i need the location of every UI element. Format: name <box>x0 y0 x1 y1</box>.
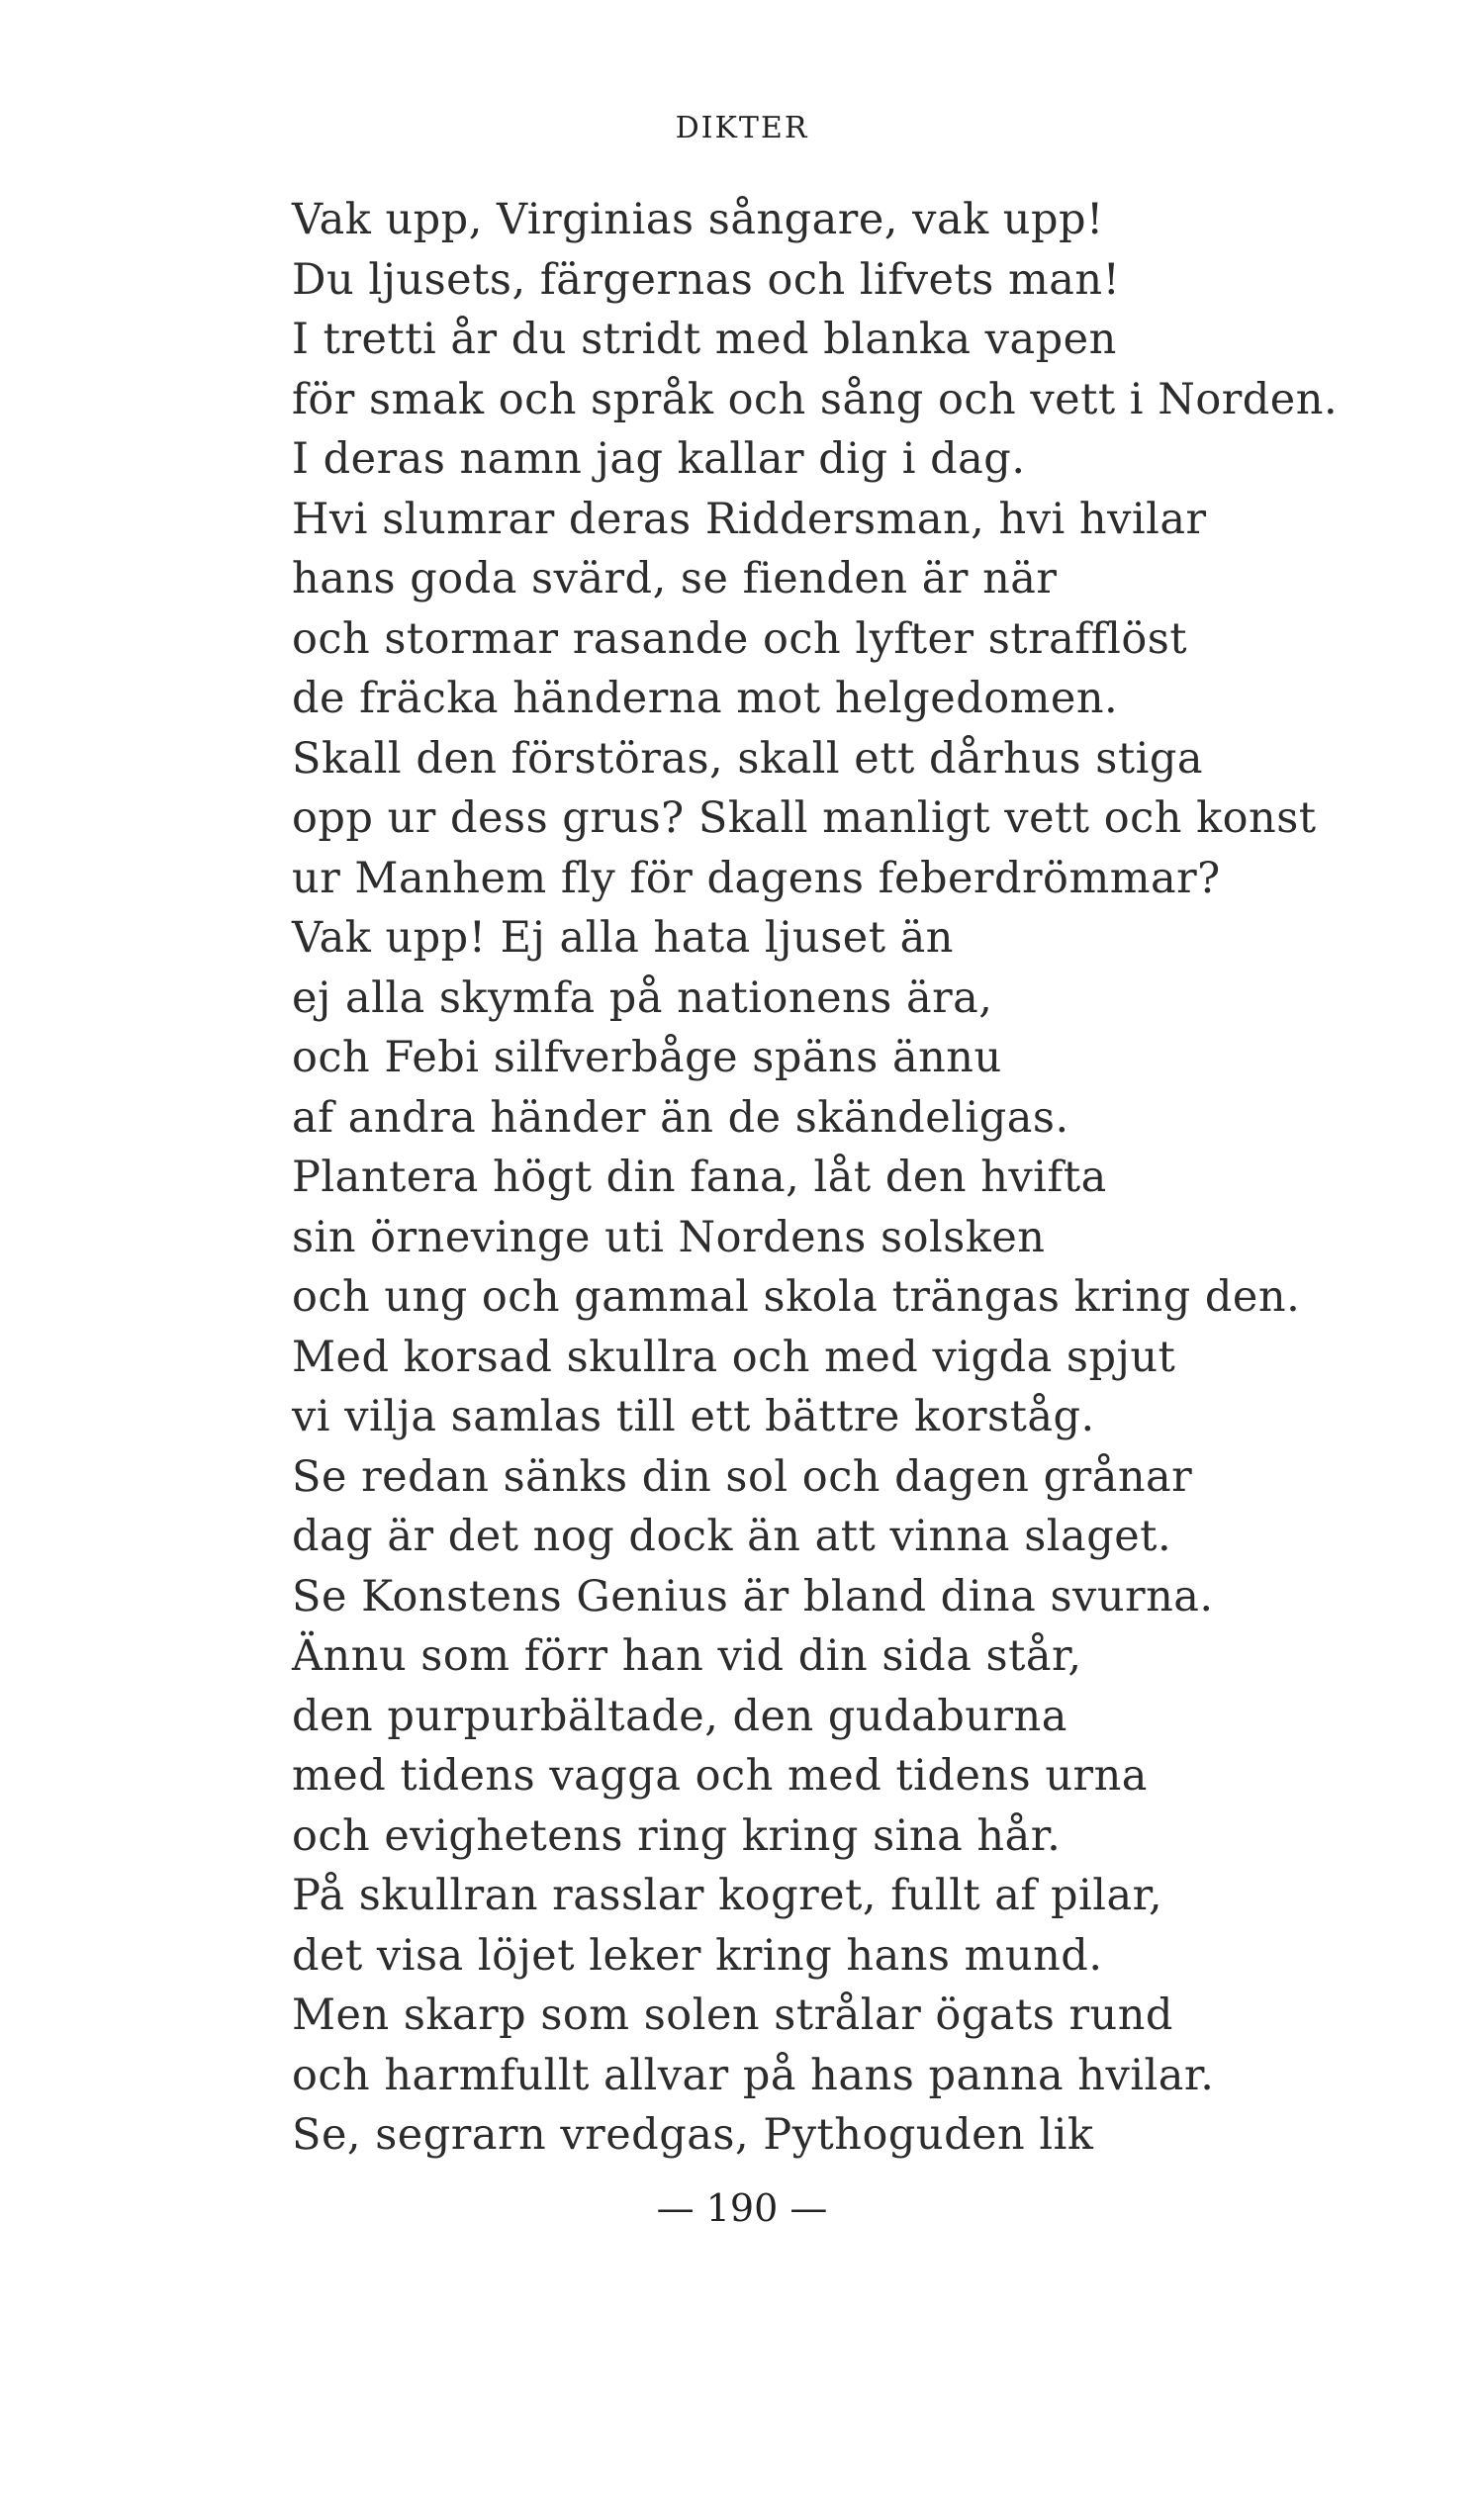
poem-line: Vak upp, Virginias sångare, vak upp! <box>292 195 1104 244</box>
poem-line: de fräcka händerna mot helgedomen. <box>292 674 1119 723</box>
poem-line: den purpurbältade, den gudaburna <box>292 1691 1067 1741</box>
poem-line: Plantera högt din fana, låt den hvifta <box>292 1153 1107 1202</box>
poem-line: Men skarp som solen strålar ögats rund <box>292 1990 1173 2040</box>
poem-line: Ännu som förr han vid din sida står, <box>292 1631 1082 1681</box>
poem-line: hans goda svärd, se fienden är när <box>292 554 1058 603</box>
poem-line: opp ur dess grus? Skall manligt vett och konst <box>292 793 1317 843</box>
poem-line: Se redan sänks din sol och dagen grånar <box>292 1451 1193 1502</box>
poem-line: sin örnevinge uti Nordens solsken <box>292 1212 1046 1262</box>
poem-line: I deras namn jag kallar dig i dag. <box>292 434 1026 484</box>
poem-line: Se, segrarn vredgas, Pythoguden lik <box>292 2110 1094 2160</box>
poem-line: vi vilja samlas till ett bättre korståg. <box>292 1392 1095 1441</box>
poem-line: Vak upp! Ej alla hata ljuset än <box>292 913 954 963</box>
poem-line: för smak och språk och sång och vett i Norden. <box>292 374 1339 424</box>
poem-line: dag är det nog dock än att vinna slaget. <box>292 1512 1172 1561</box>
poem-line: ej alla skymfa på nationens ära, <box>292 972 993 1023</box>
poem-line: och Febi silfverbåge späns ännu <box>292 1033 1002 1082</box>
poem-line: Med korsad skullra och med vigda spjut <box>292 1332 1176 1382</box>
poem-line: Se Konstens Genius är bland dina svurna. <box>292 1571 1214 1621</box>
poem-line: det visa löjet leker kring hans mund. <box>292 1930 1103 1981</box>
poem-line: och evighetens ring kring sina hår. <box>292 1810 1062 1861</box>
poem-line: och ung och gammal skola trängas kring den. <box>292 1272 1301 1322</box>
poem-line: af andra händer än de skändeligas. <box>292 1092 1069 1143</box>
running-header: DIKTER <box>675 111 809 145</box>
poem-line: och stormar rasande och lyfter strafflöst <box>292 613 1188 664</box>
page-number: — 190 — <box>656 2186 828 2230</box>
poem-line: med tidens vagga och med tidens urna <box>292 1751 1148 1801</box>
poem-line: ur Manhem fly för dagens feberdrömmar? <box>292 853 1221 903</box>
poem-line: Du ljusets, färgernas och lifvets man! <box>292 254 1121 305</box>
poem-line: och harmfullt allvar på hans panna hvilar. <box>292 2050 1215 2100</box>
poem-line: Skall den förstöras, skall ett dårhus stiga <box>292 733 1204 784</box>
poem-line: Hvi slumrar deras Riddersman, hvi hvilar <box>292 494 1207 544</box>
poem-line: I tretti år du stridt med blanka vapen <box>292 315 1117 364</box>
poem-line: På skullran rasslar kogret, fullt af pilar, <box>292 1871 1163 1920</box>
poem-text <box>292 190 1459 2166</box>
